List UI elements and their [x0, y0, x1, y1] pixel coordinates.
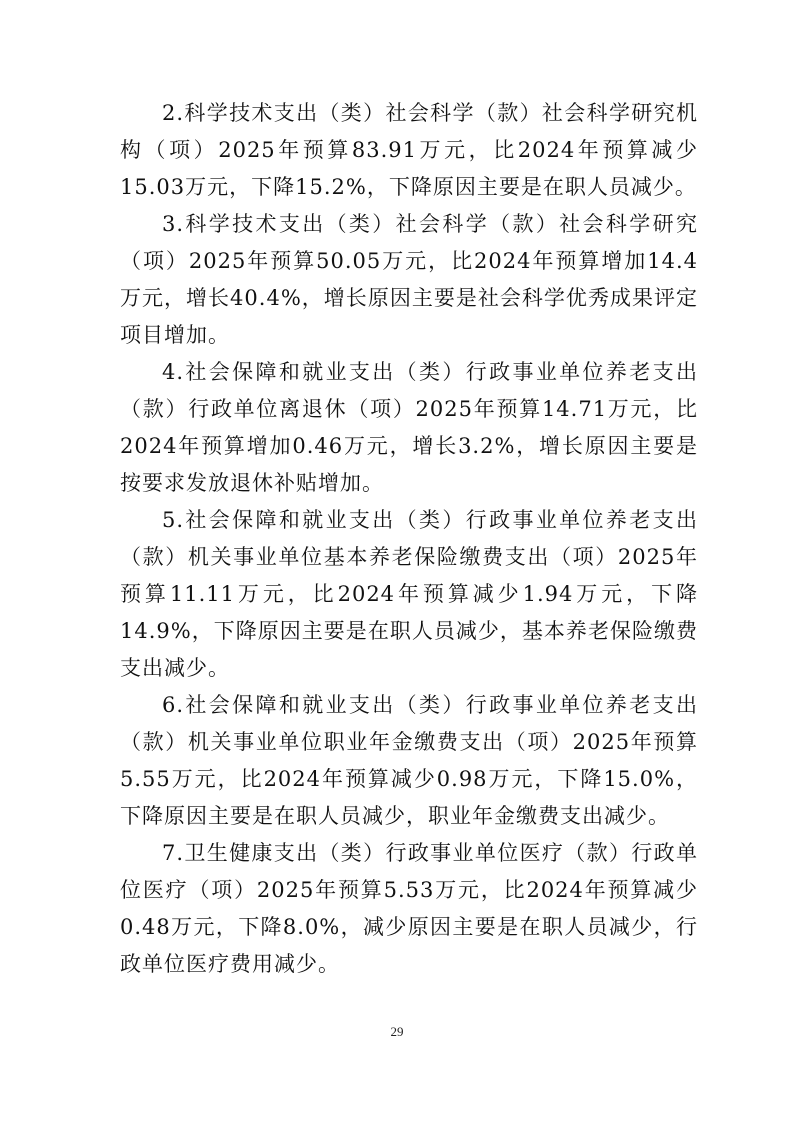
body-text	[120, 95, 698, 983]
paragraph-item-2: 2.科学技术支出（类）社会科学（款）社会科学研究机构（项）2025年预算83.91万元，比2024年预算减少15.03万元，下降15.2%，下降原因主要是在职人员减少。	[120, 101, 698, 199]
paragraph-item-5: 5.社会保障和就业支出（类）行政事业单位养老支出（款）机关事业单位基本养老保险缴费支出（项）2025年预算11.11万元，比2024年预算减少1.94万元，下降14.9%，下降原因主要是在职人员减少，基本养老保险缴费支出减少。	[120, 508, 698, 680]
paragraph-item-4: 4.社会保障和就业支出（类）行政事业单位养老支出（款）行政单位离退休（项）2025年预算14.71万元，比2024年预算增加0.46万元，增长3.2%，增长原因主要是按要求发放退休补贴增加。	[120, 360, 698, 495]
paragraph-item-3: 3.科学技术支出（类）社会科学（款）社会科学研究（项）2025年预算50.05万元，比2024年预算增加14.4万元，增长40.4%，增长原因主要是社会科学优秀成果评定项目增加。	[120, 212, 698, 347]
page-number: 29	[390, 1024, 404, 1039]
paragraph-item-6: 6.社会保障和就业支出（类）行政事业单位养老支出（款）机关事业单位职业年金缴费支出（项）2025年预算5.55万元，比2024年预算减少0.98万元，下降15.0%，下降原因主要是在职人员减少，职业年金缴费支出减少。	[120, 693, 698, 828]
paragraph-item-7: 7.卫生健康支出（类）行政事业单位医疗（款）行政单位医疗（项）2025年预算5.53万元，比2024年预算减少0.48万元，下降8.0%，减少原因主要是在职人员减少，行政单位医疗费用减少。	[120, 841, 698, 976]
